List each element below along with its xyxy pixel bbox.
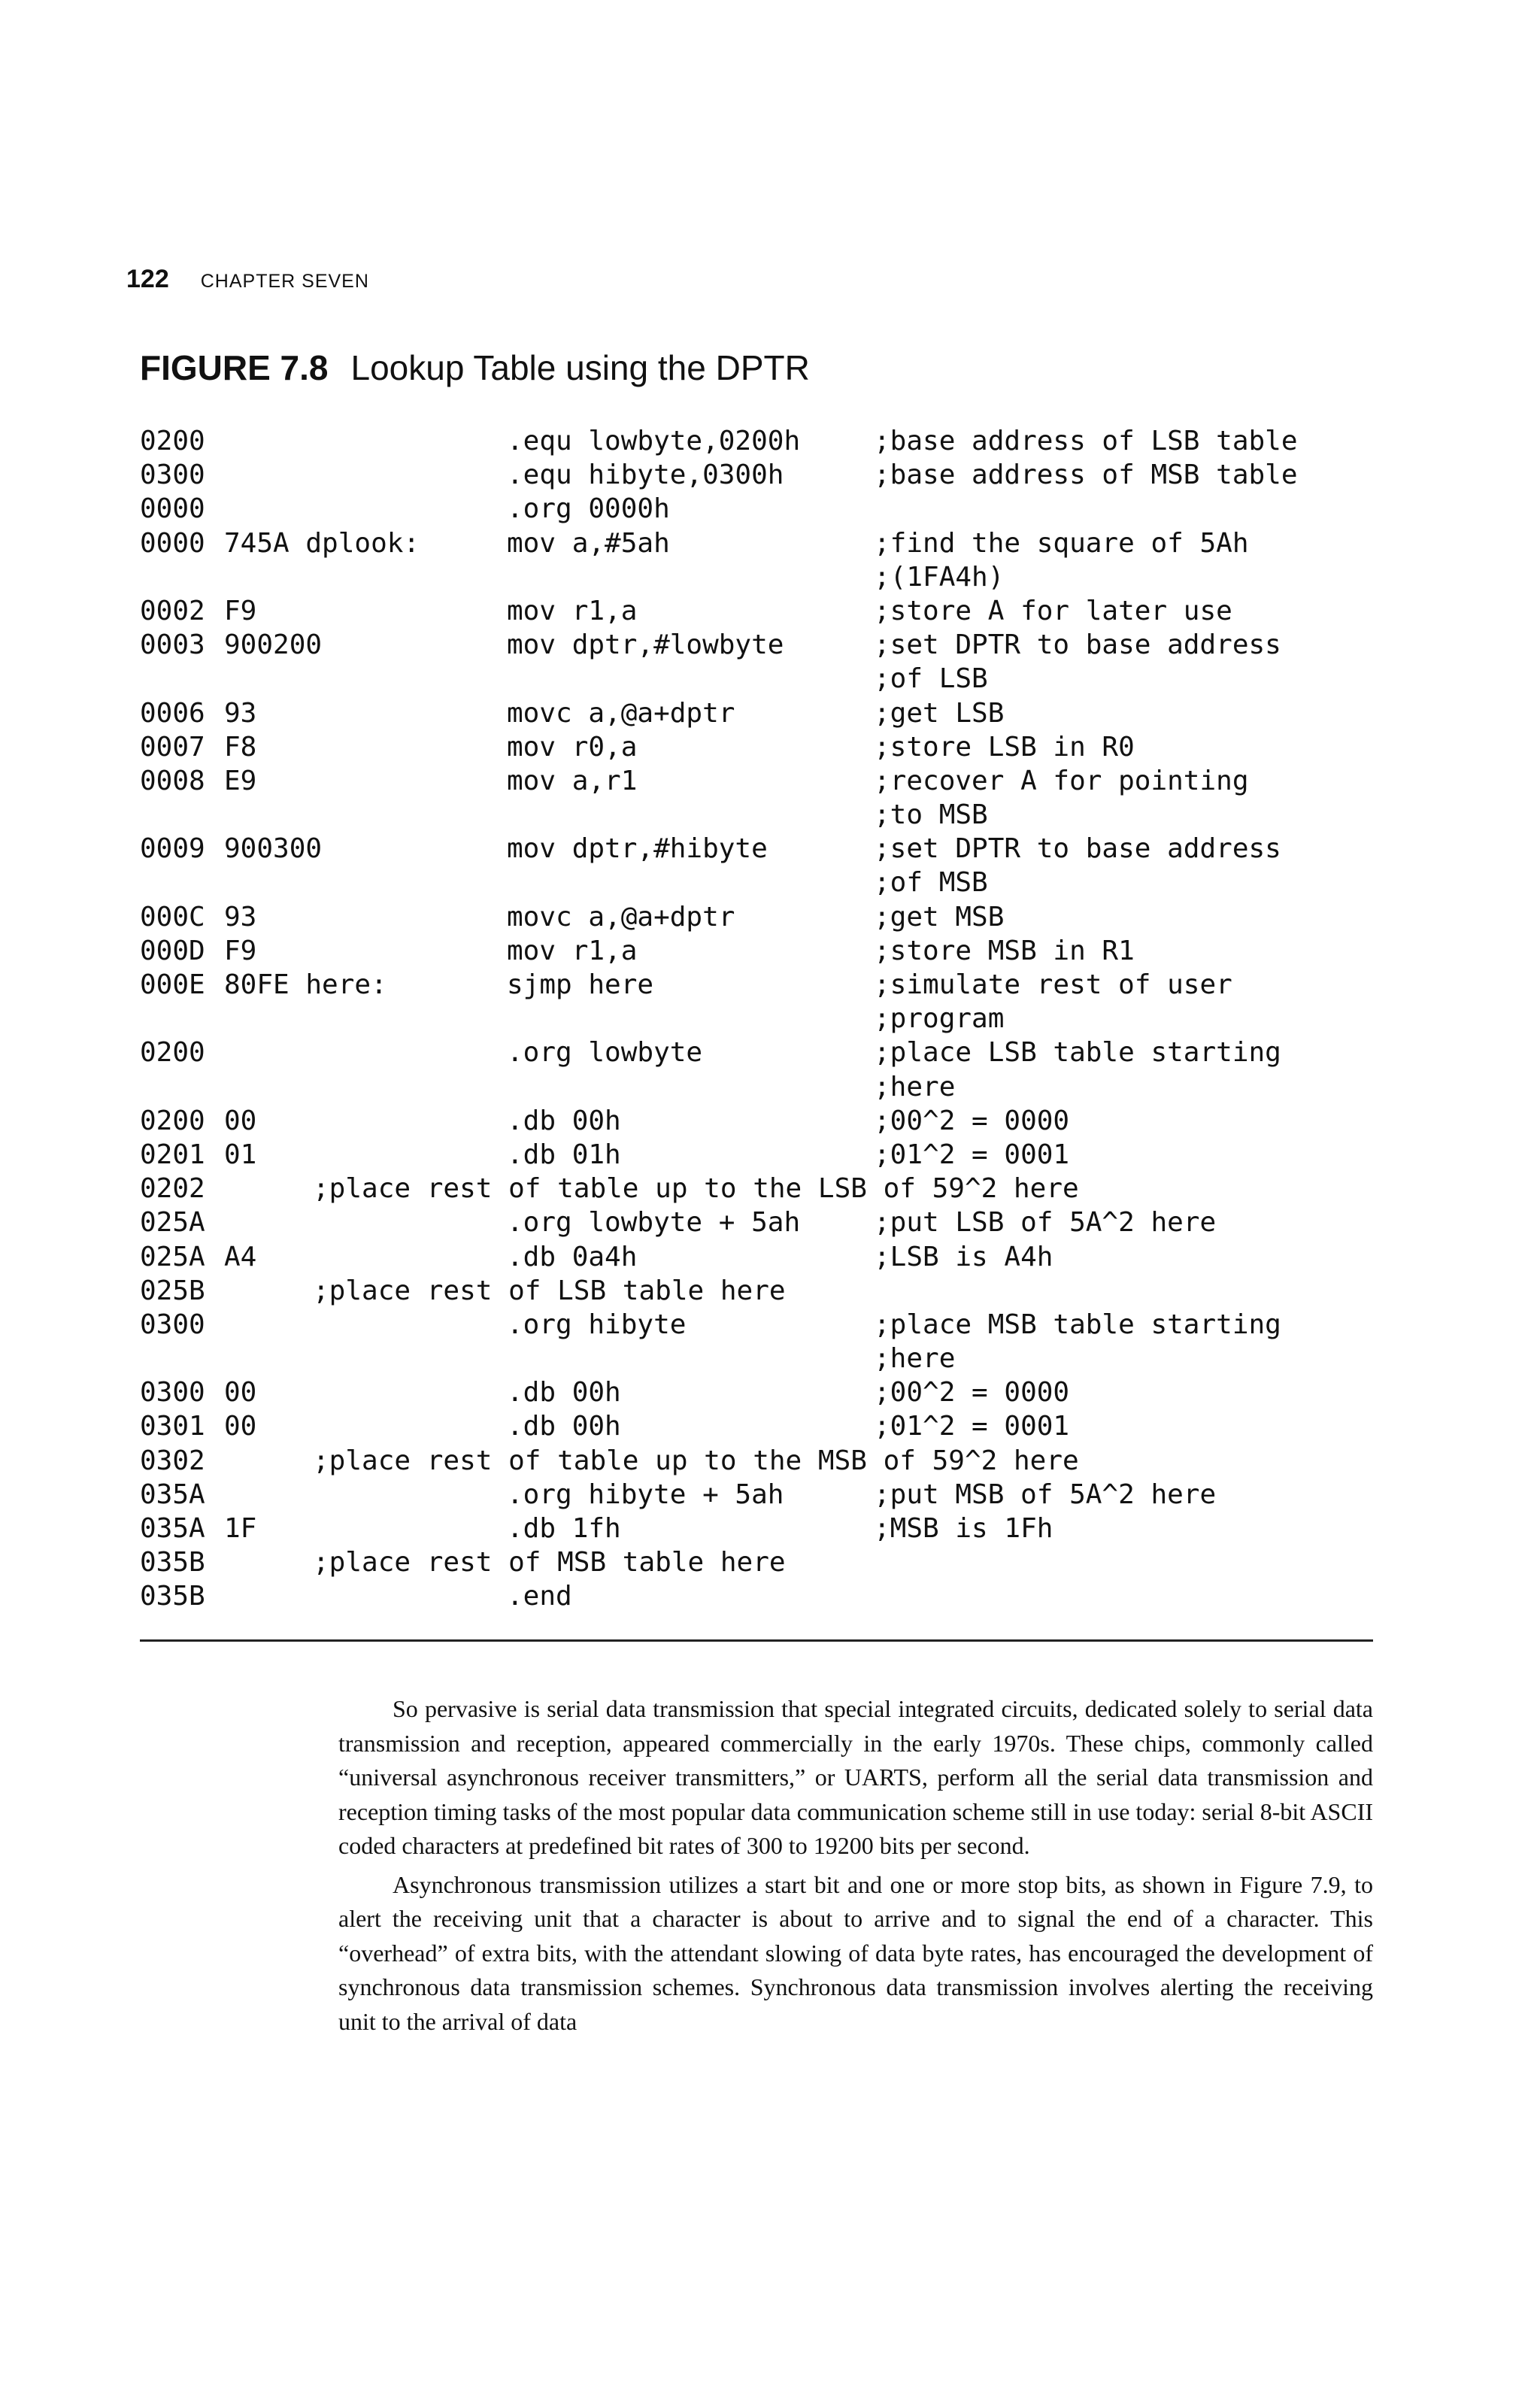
code-address: 035B [140, 1547, 205, 1579]
code-mnemonic: .org 0000h [507, 493, 670, 525]
code-object: 00 [224, 1411, 257, 1442]
code-object: F8 [224, 731, 257, 763]
code-object: 900200 [224, 629, 323, 661]
code-line [140, 1070, 1373, 1104]
chapter-label: CHAPTER SEVEN [200, 271, 369, 292]
code-address: 000D [140, 935, 205, 966]
code-line [140, 934, 1373, 968]
code-object: F9 [224, 595, 257, 626]
code-line [140, 662, 1373, 696]
code-comment: ;put MSB of 5A^2 here [874, 1479, 1217, 1510]
code-comment: ;recover A for pointing [874, 765, 1249, 796]
code-address: 0006 [140, 697, 205, 729]
code-comment: ;store LSB in R0 [874, 731, 1135, 763]
code-object: 1F [224, 1513, 257, 1544]
code-mnemonic: .db 00h [507, 1411, 621, 1442]
code-comment: ;place rest of table up to the LSB of 59^2 here [313, 1173, 1079, 1205]
code-object: E9 [224, 765, 257, 796]
code-comment: ;to MSB [874, 799, 988, 831]
code-address: 035B [140, 1581, 205, 1612]
code-address: 0007 [140, 731, 205, 763]
code-comment: ;place rest of table up to the MSB of 59^2 here [313, 1445, 1079, 1476]
code-address: 0301 [140, 1411, 205, 1442]
code-address: 0008 [140, 765, 205, 796]
code-object: 93 [224, 697, 257, 729]
code-address: 0003 [140, 629, 205, 661]
code-comment: ;LSB is A4h [874, 1241, 1053, 1272]
code-object: 00 [224, 1377, 257, 1409]
code-mnemonic: mov dptr,#hibyte [507, 833, 768, 865]
code-object: 00 [224, 1105, 257, 1136]
code-line [140, 798, 1373, 832]
code-line [140, 1274, 1373, 1308]
code-object: F9 [224, 935, 257, 966]
code-mnemonic: mov r0,a [507, 731, 638, 763]
code-comment: ;place rest of MSB table here [313, 1547, 786, 1579]
code-comment: ;program [874, 1003, 1005, 1035]
paragraph: Asynchronous transmission utilizes a start bit and one or more stop bits, as shown in Figure 7.9, to alert the receiving unit that a character is about to arrive and to signal the end of a character. This “overhead” of extra bits, with the attendant slowing of data byte rates, has encouraged the development of synchronous data transmission schemes. Synchronous data transmission involves alerting the receiving unit to the arrival of data [338, 1870, 1373, 2035]
code-line [140, 730, 1373, 764]
code-address: 0202 [140, 1173, 205, 1205]
code-line [140, 492, 1373, 526]
code-address: 0009 [140, 833, 205, 865]
body-text [338, 1692, 1373, 2043]
paragraph: So pervasive is serial data transmission that special integrated circuits, dedicated solely to serial data transmission and reception, appeared commercially in the early 1970s. These chips, commonly called “universal asynchronous receiver transmitters,” or UARTS, perform all the serial data transmission and reception timing tasks of the most popular data communication scheme still in use today: serial 8-bit ASCII coded characters at predefined bit rates of 300 to 19200 bits per second. [338, 1695, 1373, 1859]
code-line [140, 628, 1373, 662]
code-line [140, 1240, 1373, 1274]
code-comment: ;store MSB in R1 [874, 935, 1135, 966]
code-object: 745A dplook: [224, 527, 420, 559]
code-line [140, 1478, 1373, 1512]
code-comment: ;simulate rest of user [874, 969, 1232, 1000]
code-line [140, 968, 1373, 1002]
code-mnemonic: mov r1,a [507, 935, 638, 966]
code-mnemonic: .org lowbyte + 5ah [507, 1207, 801, 1239]
code-line [140, 1342, 1373, 1375]
code-mnemonic: .org hibyte [507, 1309, 687, 1340]
code-mnemonic: .equ hibyte,0300h [507, 459, 784, 491]
code-comment: ;of MSB [874, 867, 988, 899]
code-mnemonic: .db 00h [507, 1105, 621, 1136]
code-comment: ;store A for later use [874, 595, 1232, 626]
page-header [126, 265, 369, 294]
code-comment: ;set DPTR to base address [874, 629, 1281, 661]
code-line [140, 1579, 1373, 1613]
code-address: 0201 [140, 1139, 205, 1170]
code-address: 0000 [140, 527, 205, 559]
code-line [140, 458, 1373, 492]
code-comment: ;find the square of 5Ah [874, 527, 1249, 559]
code-comment: ;here [874, 1071, 956, 1102]
figure-caption [140, 347, 810, 388]
code-line [140, 866, 1373, 899]
code-comment: ;place LSB table starting [874, 1037, 1281, 1069]
code-comment: ;01^2 = 0001 [874, 1139, 1070, 1170]
code-mnemonic: mov a,#5ah [507, 527, 670, 559]
code-line [140, 1545, 1373, 1579]
code-line [140, 1308, 1373, 1342]
code-address: 025A [140, 1207, 205, 1239]
code-mnemonic: .end [507, 1581, 572, 1612]
code-listing [140, 424, 1373, 1614]
code-line [140, 526, 1373, 560]
code-line [140, 1138, 1373, 1172]
code-object: 900300 [224, 833, 323, 865]
code-address: 000E [140, 969, 205, 1000]
code-address: 035A [140, 1479, 205, 1510]
code-comment: ;get LSB [874, 697, 1005, 729]
code-comment: ;base address of LSB table [874, 426, 1298, 456]
code-line [140, 1036, 1373, 1069]
code-comment: ;00^2 = 0000 [874, 1377, 1070, 1409]
code-line [140, 832, 1373, 866]
code-address: 025B [140, 1275, 205, 1306]
code-comment: ;01^2 = 0001 [874, 1411, 1070, 1442]
code-comment: ;MSB is 1Fh [874, 1513, 1053, 1544]
code-comment: ;here [874, 1343, 956, 1375]
code-address: 0300 [140, 1377, 205, 1409]
code-line [140, 1375, 1373, 1409]
code-mnemonic: .db 01h [507, 1139, 621, 1170]
code-line [140, 1444, 1373, 1478]
code-line [140, 900, 1373, 934]
code-comment: ;of LSB [874, 663, 988, 695]
code-mnemonic: sjmp here [507, 969, 654, 1000]
code-address: 0200 [140, 1037, 205, 1069]
code-line [140, 764, 1373, 798]
code-address: 0300 [140, 459, 205, 491]
code-address: 0302 [140, 1445, 205, 1476]
code-object: 80FE here: [224, 969, 387, 1000]
code-object: 01 [224, 1139, 257, 1170]
code-mnemonic: mov dptr,#lowbyte [507, 629, 784, 661]
code-mnemonic: .equ lowbyte,0200h [507, 426, 801, 456]
figure-number: FIGURE 7.8 [140, 348, 329, 387]
code-line [140, 594, 1373, 628]
code-object: 93 [224, 901, 257, 933]
code-address: 0200 [140, 426, 205, 456]
code-line [140, 1206, 1373, 1239]
code-comment: ;base address of MSB table [874, 459, 1298, 491]
code-mnemonic: .db 1fh [507, 1513, 621, 1544]
code-line [140, 1512, 1373, 1545]
code-address: 0300 [140, 1309, 205, 1340]
code-address: 000C [140, 901, 205, 933]
code-mnemonic: movc a,@a+dptr [507, 901, 735, 933]
code-mnemonic: .org hibyte + 5ah [507, 1479, 784, 1510]
code-mnemonic: mov a,r1 [507, 765, 638, 796]
code-comment: ;place rest of LSB table here [313, 1275, 786, 1306]
code-address: 035A [140, 1513, 205, 1544]
code-address: 0200 [140, 1105, 205, 1136]
code-line [140, 1104, 1373, 1138]
figure-divider [140, 1639, 1373, 1642]
code-address: 025A [140, 1241, 205, 1272]
code-line [140, 560, 1373, 594]
code-line [140, 696, 1373, 730]
code-line [140, 1172, 1373, 1206]
code-mnemonic: .org lowbyte [507, 1037, 703, 1069]
code-mnemonic: mov r1,a [507, 595, 638, 626]
code-comment: ;place MSB table starting [874, 1309, 1281, 1340]
code-comment: ;get MSB [874, 901, 1005, 933]
code-comment: ;put LSB of 5A^2 here [874, 1207, 1217, 1239]
code-comment: ;set DPTR to base address [874, 833, 1281, 865]
code-address: 0002 [140, 595, 205, 626]
code-mnemonic: movc a,@a+dptr [507, 697, 735, 729]
code-line [140, 1409, 1373, 1443]
code-comment: ;00^2 = 0000 [874, 1105, 1070, 1136]
code-mnemonic: .db 0a4h [507, 1241, 638, 1272]
code-line [140, 1002, 1373, 1036]
figure-title: Lookup Table using the DPTR [350, 348, 810, 387]
page-number: 122 [126, 265, 169, 293]
code-object: A4 [224, 1241, 257, 1272]
code-line [140, 424, 1373, 458]
code-mnemonic: .db 00h [507, 1377, 621, 1409]
code-address: 0000 [140, 493, 205, 525]
code-comment: ;(1FA4h) [874, 561, 1005, 593]
